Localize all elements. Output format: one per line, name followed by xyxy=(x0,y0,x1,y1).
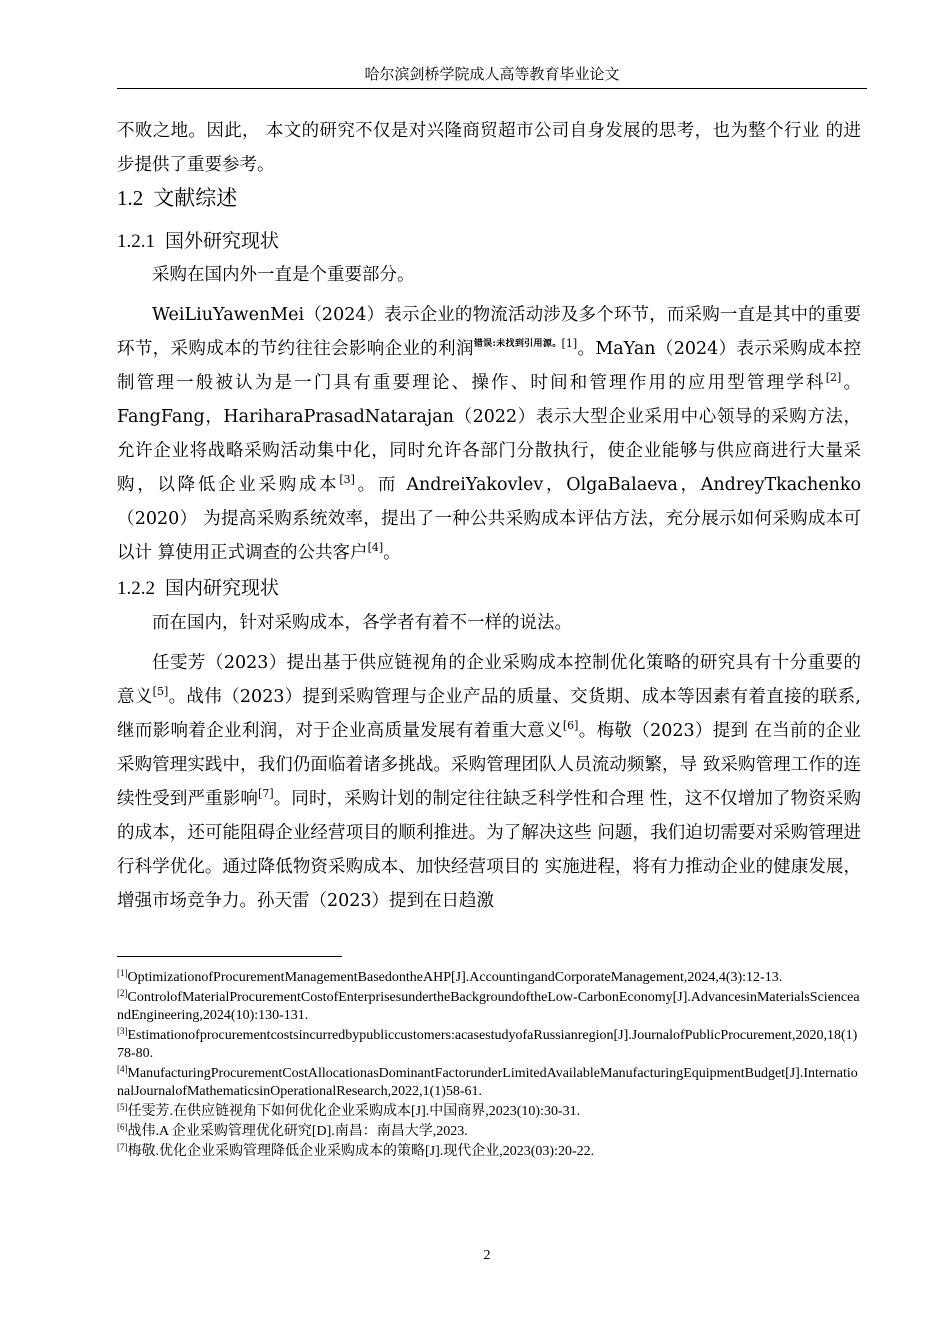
citation-ref-4[interactable]: [4] xyxy=(367,541,384,554)
footnote-text: 战伟.A 企业采购管理优化研究[D].南昌：南昌大学,2023. xyxy=(127,1124,468,1139)
text-run: 。而 AndreiYakovlev，OlgaBalaeva，AndreyTkachenko（2020） 为提高采购系统效率，提出了一种公共采购成本评估方法，充分展示如何采购成本可以计 算使用正式调查的公共客户 xyxy=(117,475,861,563)
footnote-mark: [3] xyxy=(117,1026,128,1036)
footnote-text: Estimationofprocurementcostsincurredbypubliccustomers:acasestudyofaRussianregion[J].JournalofPublicProcurement,2020,18(1)78-80. xyxy=(117,1028,858,1061)
subsection-heading-1-2-2 xyxy=(117,575,279,602)
footnote-item xyxy=(117,1065,862,1101)
footnote-mark: [7] xyxy=(117,1142,128,1152)
footnote-mark: [5] xyxy=(117,1102,128,1112)
footnote-item xyxy=(117,1143,862,1161)
subsection-title: 国外研究现状 xyxy=(165,230,280,252)
section-title: 文献综述 xyxy=(153,186,238,210)
footnote-item xyxy=(117,1123,862,1141)
footnotes-list xyxy=(117,969,862,1163)
text-run: 任雯芳（2023）提出基于供应链视角的企业采购成本控制优化策略的研究具有十分重要的意义 xyxy=(117,653,861,707)
paragraph-intro-domestic: 而在国内，针对采购成本，各学者有着不一样的说法。 xyxy=(152,613,572,633)
footnote-separator xyxy=(117,956,342,957)
footnote-mark: [4] xyxy=(117,1064,128,1074)
citation-ref-1[interactable]: [1] xyxy=(561,337,578,350)
footnote-text: ManufacturingProcurementCostAllocationasDominantFactorunderLimitedAvailableManufacturingEquipmentBudget[J].InternationalJournalofMathematicsinOperationalResearch,2022,1(1)58-61. xyxy=(117,1066,858,1099)
footnote-item xyxy=(117,1027,862,1063)
page-header-title: 哈尔滨剑桥学院成人高等教育毕业论文 xyxy=(364,65,620,83)
footnote-item xyxy=(117,1103,862,1121)
subsection-number: 1.2.2 xyxy=(117,578,155,599)
subsection-number: 1.2.1 xyxy=(117,231,155,252)
citation-ref-6[interactable]: [6] xyxy=(562,719,579,732)
footnote-item xyxy=(117,989,862,1025)
footnote-text: OptimizationofProcurementManagementBasedontheAHP[J].AccountingandCorporateManagement,2024,4(3):12-13. xyxy=(127,970,783,985)
text-run: 。FangFang，HariharaPrasadNatarajan（2022）表示大型企业采用中心领导的采购方法，允许企业将战略采购活动集中化，同时允许各部门分散执行，使企业能够与供应商进行大量采购，以降低企业采购成本 xyxy=(117,373,861,495)
footnote-mark: [2] xyxy=(117,988,128,998)
text-run: 。战伟（2023）提到采购管理与企业产品的质量、交货期、成本等因素有着直接的联系,继而影响着企业利润，对于企业高质量发展有着重大意义 xyxy=(117,687,861,741)
citation-ref-3[interactable]: [3] xyxy=(339,473,355,486)
footnote-text: ControlofMaterialProcurementCostofEnterprisesundertheBackgroundoftheLow-CarbonEconomy[J].AdvancesinMaterialsScienceandEngineering,2024(10):130-131. xyxy=(117,990,860,1023)
section-heading-1-2 xyxy=(117,184,237,212)
footnote-text: 梅敬.优化企业采购管理降低企业采购成本的策略[J].现代企业,2023(03):20-22. xyxy=(127,1144,595,1159)
footnote-text: 任雯芳.在供应链视角下如何优化企业采购成本[J].中国商界,2023(10):30-31. xyxy=(127,1104,581,1119)
header-divider xyxy=(117,88,867,89)
text-run: 。 xyxy=(383,543,401,563)
text-run: 。MaYan（2024）表示采购成本控制管理一般被认为是一门具有重要理论、操作、时间和管理作用的应用型管理学科 xyxy=(117,339,862,393)
section-number: 1.2 xyxy=(117,186,144,210)
page-number: 2 xyxy=(483,1248,491,1263)
citation-error-note: 错误:未找到引用源。 xyxy=(473,339,562,349)
subsection-heading-1-2-1 xyxy=(117,228,279,255)
paragraph-domestic-research xyxy=(117,646,861,918)
text-run: 。同时，采购计划的制定往往缺乏科学性和合理 性，这不仅增加了物资采购的成本，还可能阻碍企业经营项目的顺利推进。为了解决这些 问题，我们迫切需要对采购管理进行科学优化。通过降低物资采购成本、加快经营项目的 实施进程，将有力推动企业的健康发展，增强市场竞争力。孙天雷（2023）提到在日趋激 xyxy=(117,789,862,911)
citation-ref-5[interactable]: [5] xyxy=(152,685,169,698)
paragraph-foreign-research xyxy=(117,298,861,570)
citation-ref-7[interactable]: [7] xyxy=(258,787,274,800)
text-run: 。梅敬（2023）提到 在当前的企业采购管理实践中，我们仍面临着诸多挑战。采购管理团队人员流动频繁，导 致采购管理工作的连续性受到严重影响 xyxy=(117,721,861,809)
subsection-title: 国内研究现状 xyxy=(165,577,280,599)
paragraph-intro-foreign: 采购在国内外一直是个重要部分。 xyxy=(152,265,415,285)
footnote-mark: [1] xyxy=(117,968,128,978)
text-run: WeiLiuYawenMei（2024）表示企业的物流活动涉及多个环节，而采购一直是其中的重要环节，采购成本的节约往往会影响企业的利润 xyxy=(117,305,861,359)
footnote-item xyxy=(117,969,862,987)
paragraph-continuation: 不败之地。因此， 本文的研究不仅是对兴隆商贸超市公司自身发展的思考，也为整个行业 的进步提供了重要参考。 xyxy=(117,121,861,175)
footnote-mark: [6] xyxy=(117,1122,128,1132)
citation-ref-2[interactable]: [2] xyxy=(825,371,842,384)
